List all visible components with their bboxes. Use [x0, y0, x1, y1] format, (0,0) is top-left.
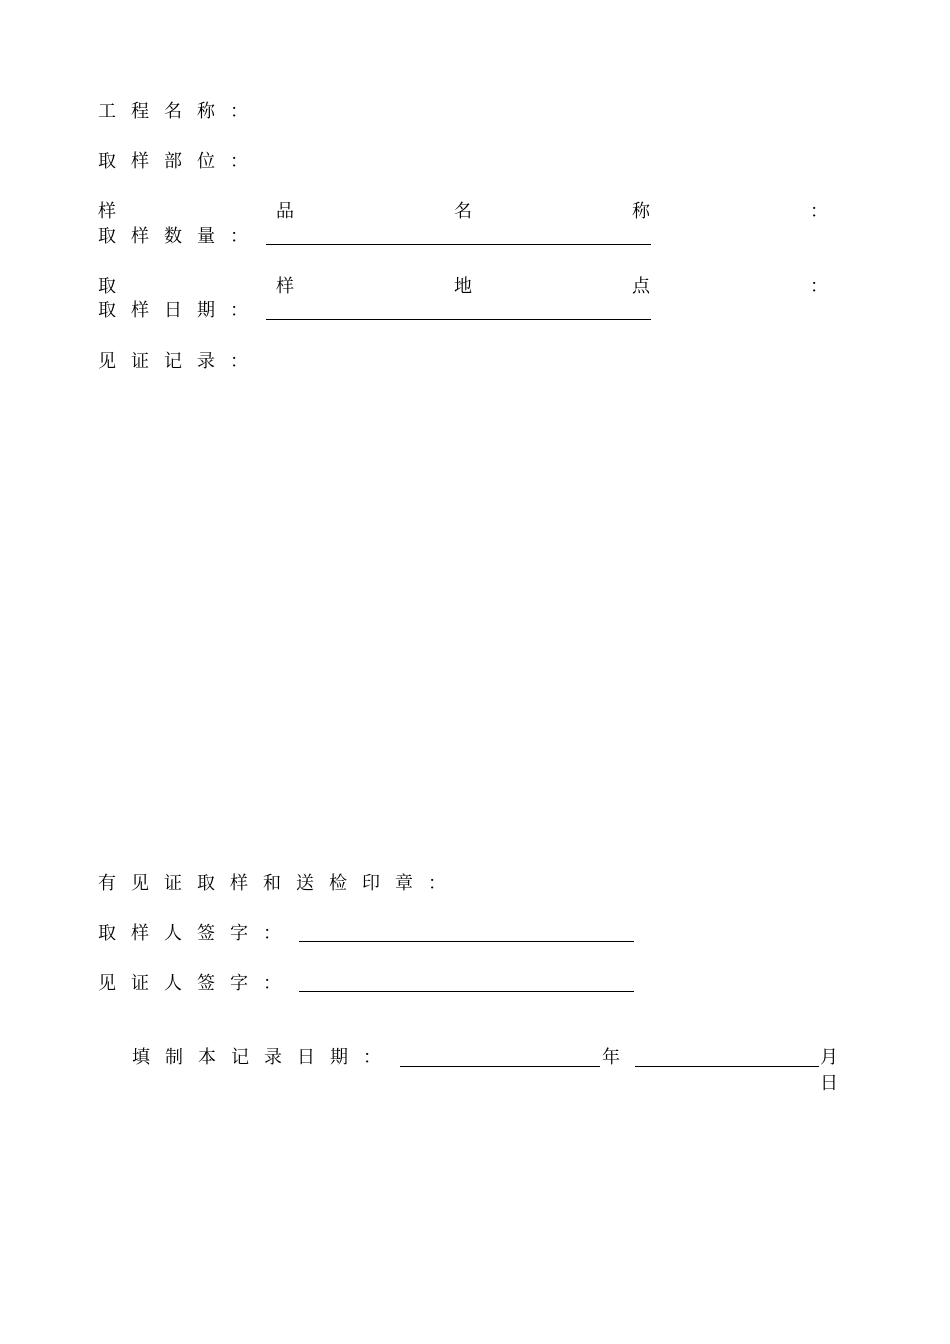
project-name-label: 工程名称： — [98, 101, 263, 122]
fill-date-year-line[interactable] — [400, 1066, 600, 1067]
sample-name-label — [98, 201, 828, 223]
sample-name-char: 称 — [632, 201, 650, 222]
sampler-signature-line[interactable] — [299, 941, 634, 942]
sampling-quantity-line[interactable] — [266, 244, 651, 245]
sampling-date-label: 取样日期： — [98, 300, 263, 321]
sample-name-char: 品 — [276, 201, 294, 222]
witness-signature-label: 见证人签字： — [98, 973, 296, 994]
witness-record-label: 见证记录： — [98, 351, 263, 372]
stamp-label: 有见证取样和送检印章： — [98, 873, 461, 894]
sampling-location-char: 取 — [98, 276, 116, 297]
day-label: 日 — [820, 1073, 838, 1094]
month-label: 月 — [820, 1047, 838, 1068]
sampling-quantity-label: 取样数量： — [98, 226, 263, 247]
witness-signature-line[interactable] — [299, 991, 634, 992]
fill-date-month-line[interactable] — [635, 1066, 819, 1067]
fill-date-label: 填制本记录日期： — [132, 1047, 396, 1068]
sample-name-char: ： — [810, 201, 828, 222]
sampling-location-char: 地 — [454, 276, 472, 297]
year-label: 年 — [602, 1047, 620, 1068]
sampling-part-label: 取样部位： — [98, 151, 263, 172]
sample-name-char: 名 — [454, 201, 472, 222]
sampling-location-char: 样 — [276, 276, 294, 297]
sampler-signature-label: 取样人签字： — [98, 923, 296, 944]
sampling-location-char: 点 — [632, 276, 650, 297]
sample-name-char: 样 — [98, 201, 116, 222]
sampling-location-char: ： — [810, 276, 828, 297]
sampling-date-line[interactable] — [266, 319, 651, 320]
sampling-location-label — [98, 276, 828, 298]
